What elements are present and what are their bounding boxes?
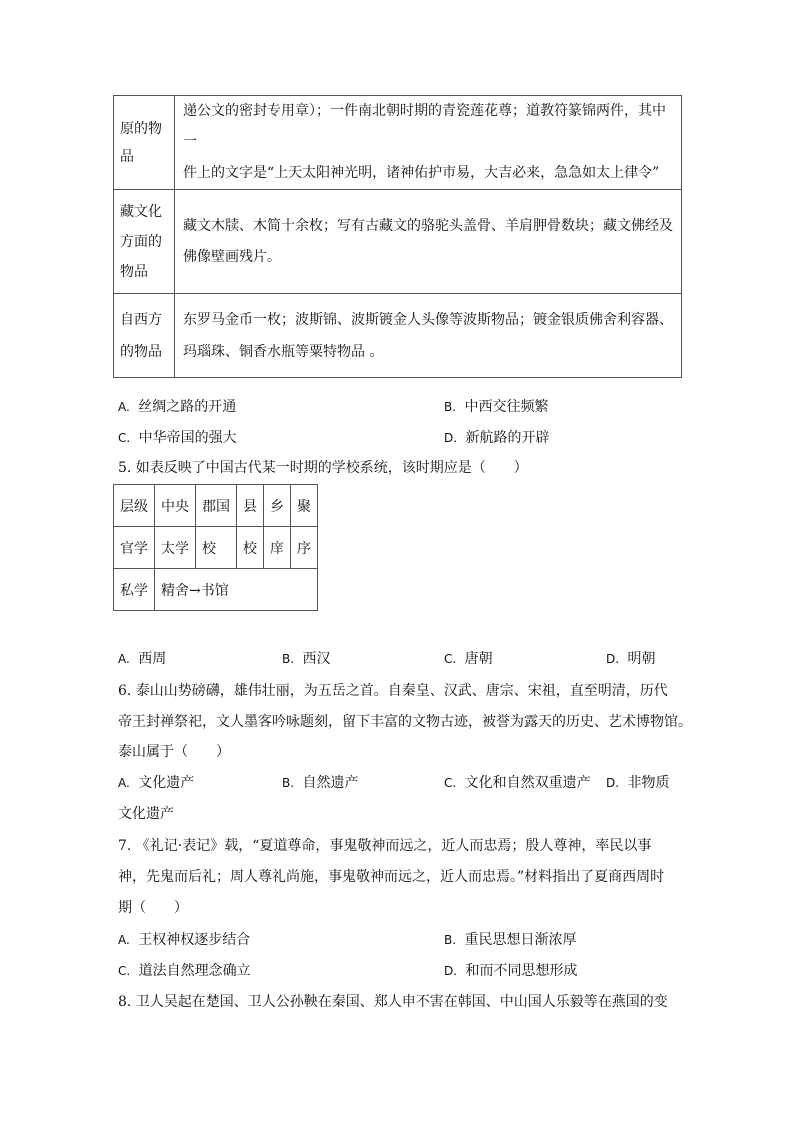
option-text: 西汉 bbox=[302, 651, 331, 667]
table-cell: 校 bbox=[237, 527, 264, 569]
q8-stem-line: 8. 卫人吴起在楚国、卫人公孙鞅在秦国、郑人申不害在韩国、中山国人乐毅等在燕国的变 bbox=[118, 994, 668, 1010]
option-letter: C. bbox=[118, 964, 131, 978]
q6-option-b[interactable] bbox=[282, 773, 359, 793]
category-line: 品 bbox=[120, 148, 134, 165]
option-letter: C. bbox=[118, 431, 131, 445]
table-row bbox=[114, 190, 682, 294]
category-cell bbox=[114, 96, 175, 190]
q7-option-b[interactable] bbox=[444, 930, 577, 950]
q4-option-a[interactable] bbox=[118, 397, 236, 417]
option-text: 新航路的开辟 bbox=[465, 430, 550, 446]
option-letter: D. bbox=[444, 431, 458, 445]
q4-option-c[interactable] bbox=[118, 428, 237, 448]
option-text: 重民思想日渐浓厚 bbox=[464, 932, 577, 948]
category-cell bbox=[114, 190, 175, 294]
option-letter: B. bbox=[444, 933, 457, 947]
option-letter: A. bbox=[118, 933, 130, 947]
header-cell: 郡国 bbox=[196, 485, 237, 527]
category-cell bbox=[114, 294, 175, 378]
option-text: 自然遗产 bbox=[302, 775, 359, 791]
q6-stem-line: 帝王封禅祭祀，文人墨客吟咏题刻，留下丰富的文物古迹，被誉为露天的历史、艺术博物馆。 bbox=[118, 714, 692, 730]
option-text: 非物质 bbox=[627, 775, 670, 791]
content-line: 藏文木牍、木简十余枚；写有古藏文的骆驼头盖骨、羊肩胛骨数块；藏文佛经及 bbox=[183, 217, 673, 234]
q4-option-d[interactable] bbox=[444, 428, 550, 448]
q7-option-c[interactable] bbox=[118, 961, 251, 981]
option-letter: A. bbox=[118, 776, 130, 790]
option-letter: C. bbox=[444, 652, 457, 666]
category-line: 自西方 bbox=[120, 311, 162, 328]
content-cell bbox=[175, 294, 682, 378]
header-cell: 县 bbox=[237, 485, 264, 527]
option-letter: C. bbox=[444, 776, 457, 790]
option-text: 明朝 bbox=[627, 651, 656, 667]
table-row bbox=[114, 96, 682, 190]
q5-option-c[interactable] bbox=[444, 649, 493, 669]
option-text: 王权神权逐步结合 bbox=[138, 932, 251, 948]
table-cell: 太学 bbox=[155, 527, 196, 569]
content-cell bbox=[175, 190, 682, 294]
header-cell: 聚 bbox=[291, 485, 318, 527]
option-text: 丝绸之路的开通 bbox=[138, 399, 237, 415]
table-row bbox=[114, 569, 318, 611]
option-letter: B. bbox=[444, 400, 457, 414]
q6-option-a[interactable] bbox=[118, 773, 194, 793]
q7-option-a[interactable] bbox=[118, 930, 250, 950]
q6-option-d[interactable] bbox=[606, 773, 670, 793]
table-row bbox=[114, 527, 318, 569]
category-line: 方面的 bbox=[120, 233, 162, 250]
content-line: 玛瑙珠、铜香水瓶等粟特物品 。 bbox=[183, 343, 384, 360]
content-line: 递公文的密封专用章）；一件南北朝时期的青瓷莲花尊；道教符篆锦两件，其中一 bbox=[183, 103, 666, 150]
option-text: 道法自然理念确立 bbox=[138, 963, 251, 979]
q5-stem: 5. 如表反映了中国古代某一时期的学校系统，该时期应是（ ） bbox=[118, 460, 528, 476]
option-text: 中华帝国的强大 bbox=[138, 430, 237, 446]
category-line: 的物品 bbox=[120, 343, 162, 360]
category-line: 藏文化 bbox=[120, 203, 162, 220]
option-letter: D. bbox=[606, 652, 620, 666]
q6-option-d-wrap: 文化遗产 bbox=[118, 806, 174, 822]
option-letter: B. bbox=[282, 776, 295, 790]
content-line: 件上的文字是“上天太阳神光明，诸神佑护市易，大吉必来，急急如太上律令” bbox=[183, 165, 660, 181]
q5-option-b[interactable] bbox=[282, 649, 331, 669]
table-cell: 官学 bbox=[114, 527, 155, 569]
content-cell bbox=[175, 96, 682, 190]
option-text: 西周 bbox=[138, 651, 167, 667]
header-cell: 中央 bbox=[155, 485, 196, 527]
q7-stem-line: 7. 《礼记·表记》载，“夏道尊命，事鬼敬神而远之，近人而忠焉；殷人尊神，率民以事 bbox=[118, 838, 652, 854]
category-line: 原的物 bbox=[120, 120, 162, 137]
option-letter: A. bbox=[118, 652, 130, 666]
header-cell: 层级 bbox=[114, 485, 155, 527]
table-row bbox=[114, 294, 682, 378]
option-text: 文化遗产 bbox=[138, 775, 195, 791]
q6-stem-line: 泰山属于（ ） bbox=[118, 744, 230, 760]
option-text: 和而不同思想形成 bbox=[465, 963, 578, 979]
q6-option-c[interactable] bbox=[444, 773, 591, 793]
table-cell: 精舍→书馆 bbox=[155, 569, 318, 611]
table-cell: 庠 bbox=[264, 527, 291, 569]
q7-stem-line: 期（ ） bbox=[118, 900, 188, 916]
q6-stem-line: 6. 泰山山势磅礴，雄伟壮丽，为五岳之首。自秦皇、汉武、唐宗、宋祖，直至明清，历代 bbox=[118, 683, 668, 699]
table-cell: 校 bbox=[196, 527, 237, 569]
table-cell: 私学 bbox=[114, 569, 155, 611]
option-letter: D. bbox=[606, 776, 620, 790]
option-text: 唐朝 bbox=[464, 651, 493, 667]
option-text: 中西交往频繁 bbox=[464, 399, 549, 415]
material-table bbox=[113, 95, 682, 378]
option-text: 文化和自然双重遗产 bbox=[464, 775, 591, 791]
q7-stem-line: 神，先鬼而后礼；周人尊礼尚施，事鬼敬神而远之，近人而忠焉。”材料指出了夏商西周时 bbox=[118, 869, 665, 885]
category-line: 物品 bbox=[120, 263, 148, 280]
option-letter: B. bbox=[282, 652, 295, 666]
q5-option-d[interactable] bbox=[606, 649, 656, 669]
table-row bbox=[114, 485, 318, 527]
school-system-table bbox=[113, 484, 318, 611]
content-line: 东罗马金币一枚；波斯锦、波斯镀金人头像等波斯物品；镀金银质佛舍利容器、 bbox=[183, 311, 673, 328]
content-line: 佛像壁画残片。 bbox=[183, 248, 281, 265]
option-letter: D. bbox=[444, 964, 458, 978]
table-cell: 序 bbox=[291, 527, 318, 569]
q5-option-a[interactable] bbox=[118, 649, 166, 669]
header-cell: 乡 bbox=[264, 485, 291, 527]
q4-option-b[interactable] bbox=[444, 397, 549, 417]
option-letter: A. bbox=[118, 400, 130, 414]
q7-option-d[interactable] bbox=[444, 961, 578, 981]
